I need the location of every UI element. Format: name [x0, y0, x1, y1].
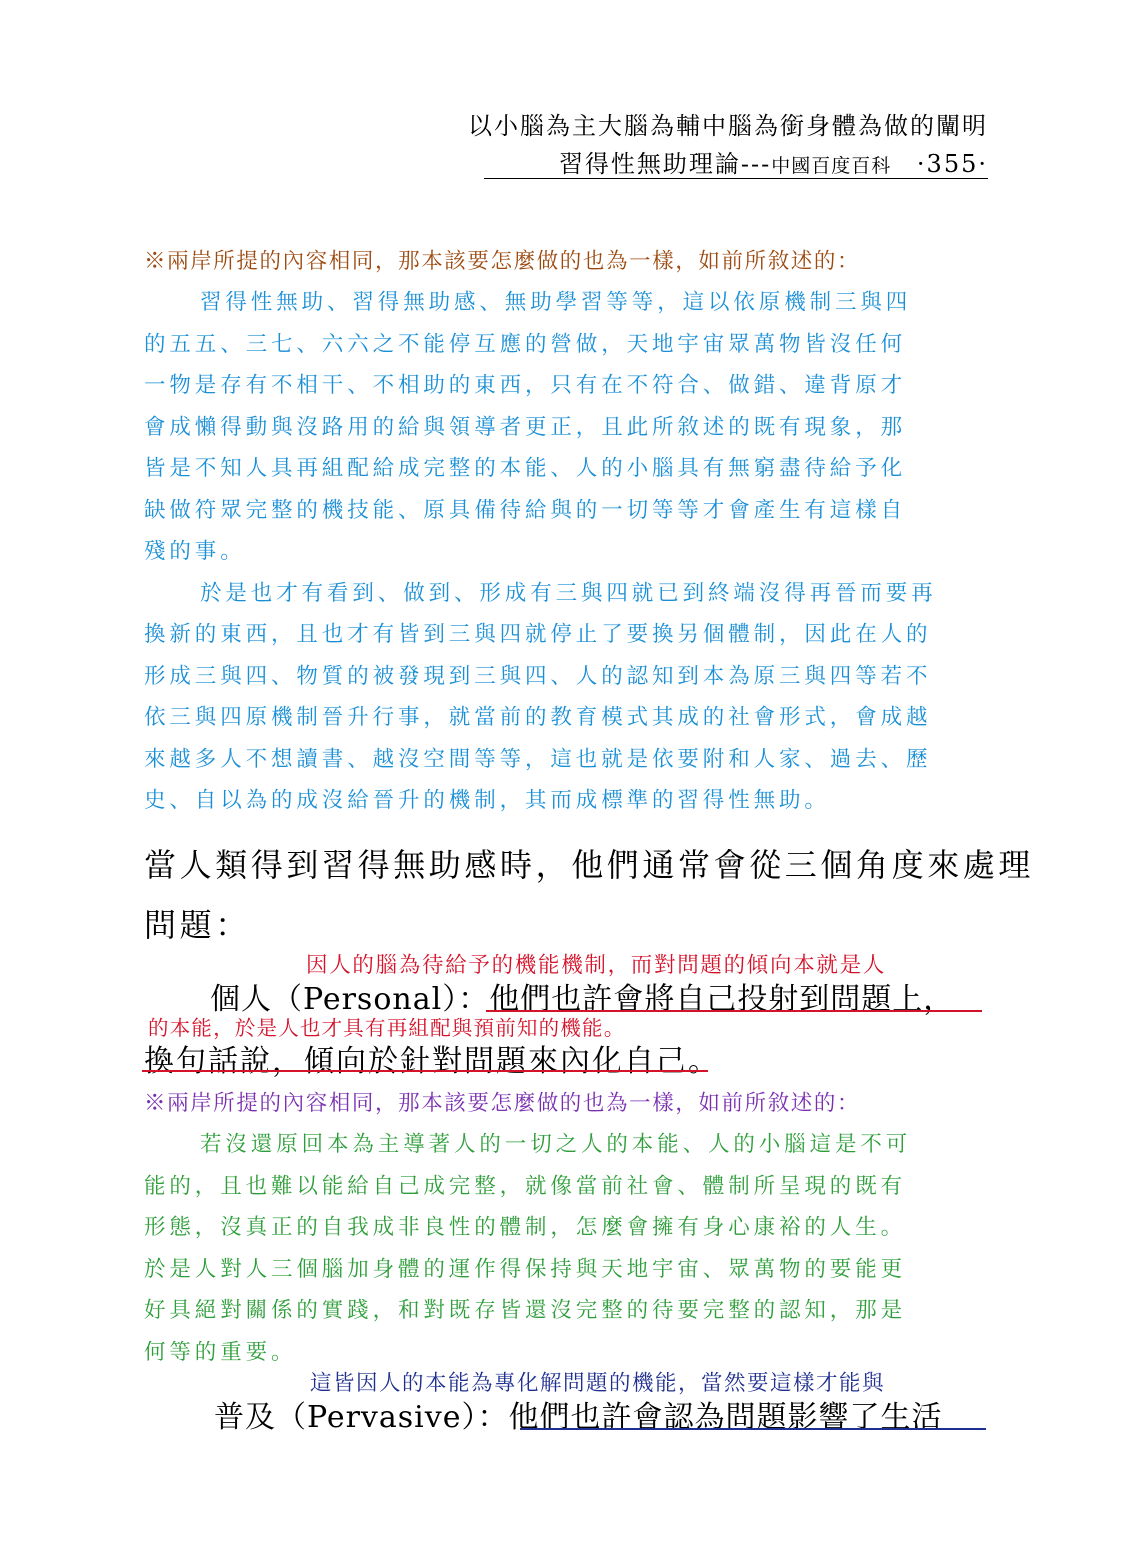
- para1-line: 皆是不知人具再組配給成完整的本能、人的小腦具有無窮盡待給予化: [144, 456, 907, 481]
- pervasive-underline: [520, 1428, 986, 1430]
- para3-line: 於是人對人三個腦加身體的運作得保持與天地宇宙、眾萬物的要能更: [144, 1256, 907, 1282]
- para3-line: 能的，且也難以能給自己成完整，就像當前社會、體制所呈現的既有: [144, 1173, 907, 1199]
- subtitle-main: 習得性無助理論---: [558, 150, 772, 178]
- para1-line: 一物是存有不相干、不相助的東西，只有在不符合、做錯、違背原才: [144, 373, 907, 398]
- para1-line: 會成懶得動與沒路用的給與領導者更正，且此所敘述的既有現象，那: [144, 414, 907, 440]
- section-2-note: ※兩岸所提的內容相同，那本該要怎麼做的也為一樣，如前所敘述的：: [144, 1091, 861, 1116]
- para1-line: 殘的事。: [144, 539, 246, 564]
- pervasive-label: 普及（Pervasive）：: [214, 1400, 509, 1435]
- para2-line: 依三與四原機制晉升行事，就當前的教育模式其成的社會形式，會成越: [144, 705, 932, 730]
- personal-annotation-bottom: 的本能，於是人也才具有再組配與預前知的機能。: [148, 1016, 626, 1040]
- main-text-line: 問題：: [144, 906, 251, 944]
- main-text-line: 當人類得到習得無助感時，他們通常會從三個角度來處理: [144, 846, 1035, 884]
- para1-line: 的五五、三七、六六之不能停互應的營做，天地宇宙眾萬物皆沒任何: [144, 331, 907, 357]
- page-number: ·355·: [916, 150, 988, 178]
- personal-line-2-end: 。: [688, 1044, 720, 1079]
- pervasive-text: 他們也許會認為問題影響了生活: [508, 1400, 943, 1435]
- personal-line-2-underline: [142, 1070, 708, 1072]
- para2-line: 史、自以為的成沒給晉升的機制，其而成標準的習得性無助。: [144, 788, 830, 813]
- running-header-title: 以小腦為主大腦為輔中腦為銜身體為做的闡明: [468, 112, 988, 140]
- para3-line: 何等的重要。: [144, 1339, 297, 1365]
- subtitle-source: 中國百度百科: [771, 155, 892, 177]
- para2-line: 於是也才有看到、做到、形成有三與四就已到終端沒得再晉而要再: [200, 580, 937, 606]
- para3-line: 好具絕對關係的實踐，和對既存皆還沒完整的待要完整的認知，那是: [144, 1298, 907, 1323]
- para1-line: 習得性無助、習得無助感、無助學習等等，這以依原機制三與四: [200, 290, 912, 315]
- para3-line: 若沒還原回本為主導著人的一切之人的本能、人的小腦這是不可: [200, 1132, 912, 1157]
- para1-line: 缺做符眾完整的機技能、原具備待給與的一切等等才會產生有這樣自: [144, 497, 907, 523]
- header-rule: [484, 178, 988, 179]
- personal-text: 他們也許會將自己投射到問題上，: [489, 982, 955, 1017]
- personal-line-2-text: 換句話說，傾向於針對問題來內化自己: [144, 1044, 688, 1079]
- para2-line: 形成三與四、物質的被發現到三與四、人的認知到本為原三與四等若不: [144, 663, 932, 689]
- personal-annotation-top: 因人的腦為待給予的機能機制，而對問題的傾向本就是人: [306, 953, 887, 978]
- section-1: [144, 242, 986, 822]
- personal-line-2: [144, 1036, 720, 1080]
- pervasive-annotation-top: 這皆因人的本能為專化解問題的機能，當然要這樣才能與: [310, 1371, 886, 1396]
- para2-line: 換新的東西，且也才有皆到三與四就停止了要換另個體制，因此在人的: [144, 622, 932, 647]
- para3-line: 形態，沒真正的自我成非良性的體制，怎麼會擁有身心康裕的人生。: [144, 1215, 907, 1240]
- personal-label: 個人（Personal）：: [210, 982, 490, 1017]
- section-2: [144, 1084, 986, 1373]
- running-header-subtitle: [559, 144, 988, 179]
- para2-line: 來越多人不想讀書、越沒空間等等，這也就是依要附和人家、過去、歷: [144, 746, 932, 772]
- section-1-note: ※兩岸所提的內容相同，那本該要怎麼做的也為一樣，如前所敘述的：: [144, 249, 861, 274]
